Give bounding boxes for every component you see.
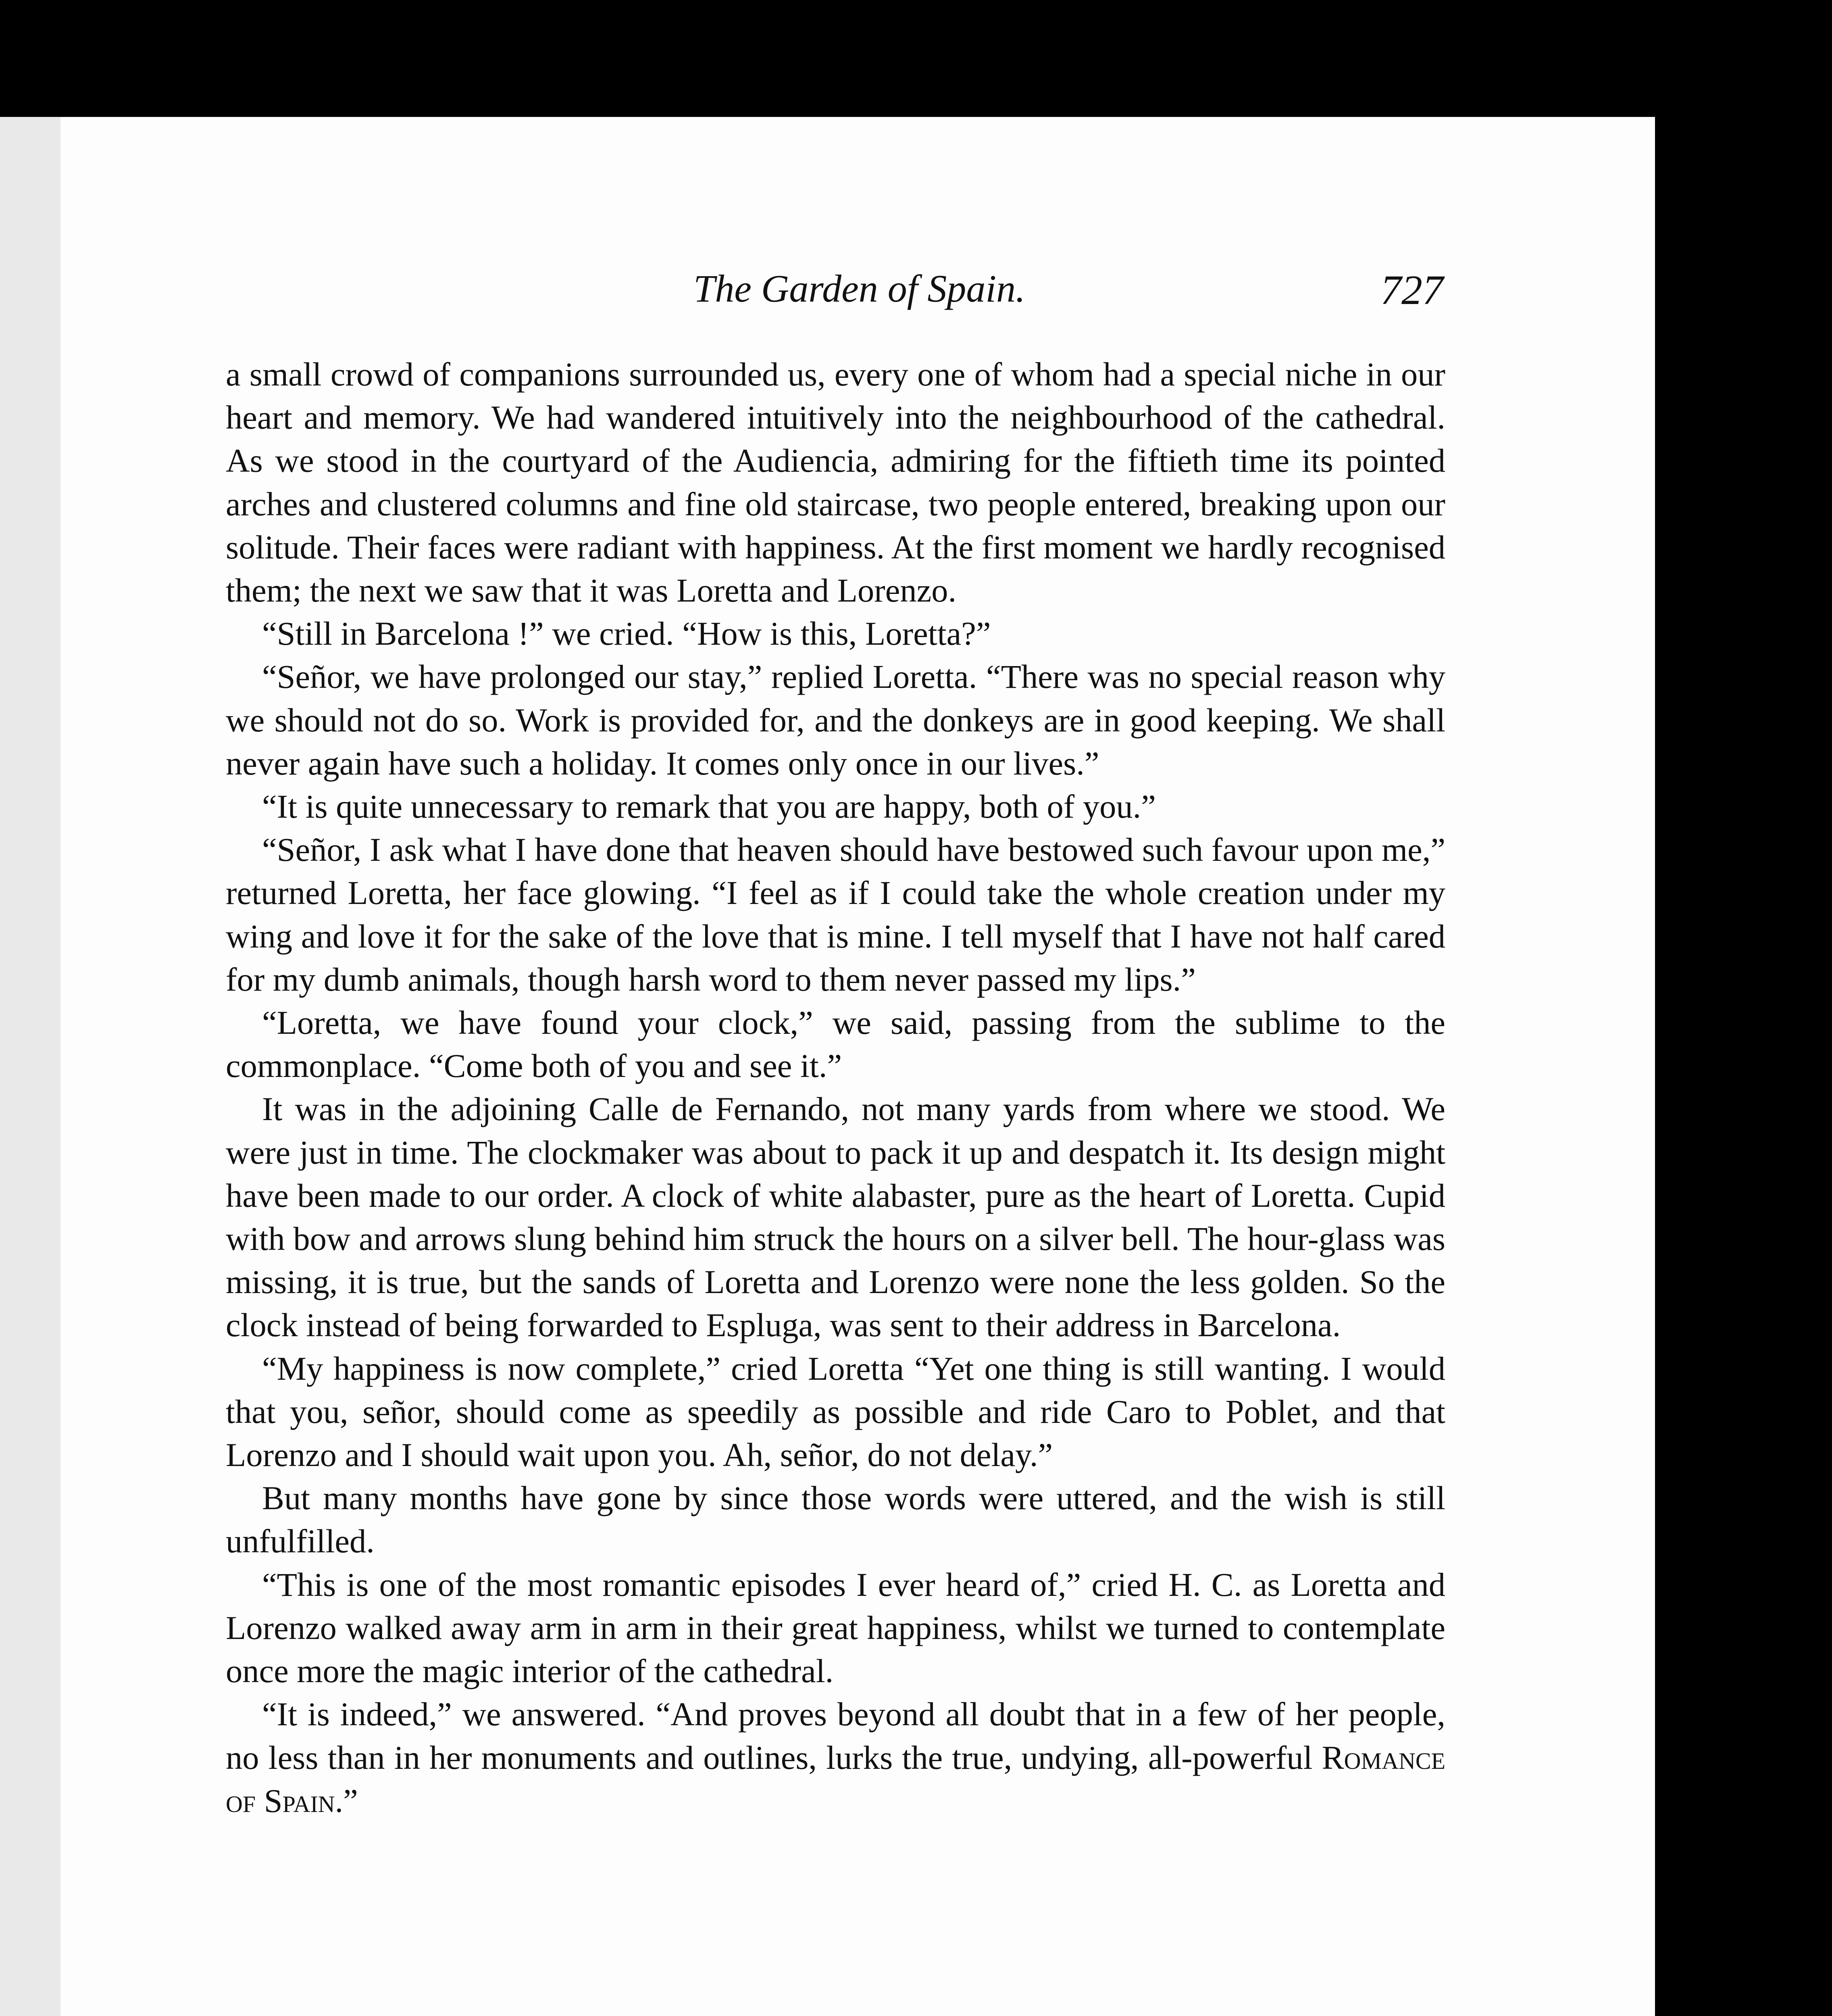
paragraph: But many months have gone by since those words were uttered, and the wish is still unfulfilled. [226, 1479, 1445, 1560]
page-number: 727 [1380, 267, 1443, 313]
paragraph: “Loretta, we have found your clock,” we said, passing from the sublime to the commonplace. “Come both of you and see it.” [226, 1004, 1445, 1085]
paragraph: “It is quite unnecessary to remark that you are happy, both of you.” [262, 788, 1156, 825]
book-page [60, 117, 1655, 2016]
paragraph: a small crowd of companions surrounded us, every one of whom had a special niche in our heart and memory. We had wandered intuitively into the neighbourhood of the cathedral. As we stood in the courtyard of the Audiencia, admiring for the fiftieth time its pointed arches and clustered columns and fine old staircase, two people entered, breaking upon our solitude. Their faces were radiant with happiness. At the first moment we hardly recognised them; the next we saw that it was Loretta and Lorenzo. [226, 356, 1445, 609]
closing-quote: ” [343, 1782, 358, 1819]
paragraph: “Still in Barcelona !” we cried. “How is this, Loretta?” [262, 615, 991, 652]
paragraph: “Señor, we have prolonged our stay,” replied Loretta. “There was no special reason why we should not do so. Work is provided for, and the donkeys are in good keeping. We shall never again have such a holiday. It comes only once in our lives.” [226, 658, 1445, 782]
body-text [226, 353, 1445, 1822]
paragraph-final-text: “It is indeed,” we answered. “And proves beyond all doubt that in a few of her people, no less than in her monuments and outlines, lurks the true, undying, all-powerful [226, 1695, 1445, 1776]
book-spine-edge [0, 117, 63, 2016]
paragraph: “This is one of the most romantic episodes I ever heard of,” cried H. C. as Loretta and Lorenzo walked away arm in arm in their great happiness, whilst we turned to contemplate once more the magic interior of the cathedral. [226, 1566, 1445, 1690]
running-title: The Garden of Spain. [693, 267, 1026, 310]
paragraph: It was in the adjoining Calle de Fernando, not many yards from where we stood. We were just in time. The clockmaker was about to pack it up and despatch it. Its design might have been made to our order. A clock of white alabaster, pure as the heart of Loretta. Cupid with bow and arrows slung behind him struck the hours on a silver bell. The hour-glass was missing, it is true, but the sands of Loretta and Lorenzo were none the less golden. So the clock instead of being forwarded to Espluga, was sent to their address in Barcelona. [226, 1090, 1445, 1344]
paragraph: “My happiness is now complete,” cried Loretta “Yet one thing is still wanting. I would that you, señor, should come as speedily as possible and ride Caro to Poblet, and that Lorenzo and I should wait upon you. Ah, señor, do not delay.” [226, 1350, 1445, 1474]
paragraph: “Señor, I ask what I have done that heaven should have bestowed such favour upon me,” returned Loretta, her face glowing. “I feel as if I could take the whole creation under my wing and love it for the sake of the love that is mine. I tell myself that I have not half cared for my dumb animals, though harsh word to them never passed my lips.” [226, 831, 1445, 998]
small-caps-phrase: Romance of Spain. [226, 1739, 1446, 1819]
paragraph-final [226, 1693, 1445, 1822]
page-header [230, 266, 1443, 339]
